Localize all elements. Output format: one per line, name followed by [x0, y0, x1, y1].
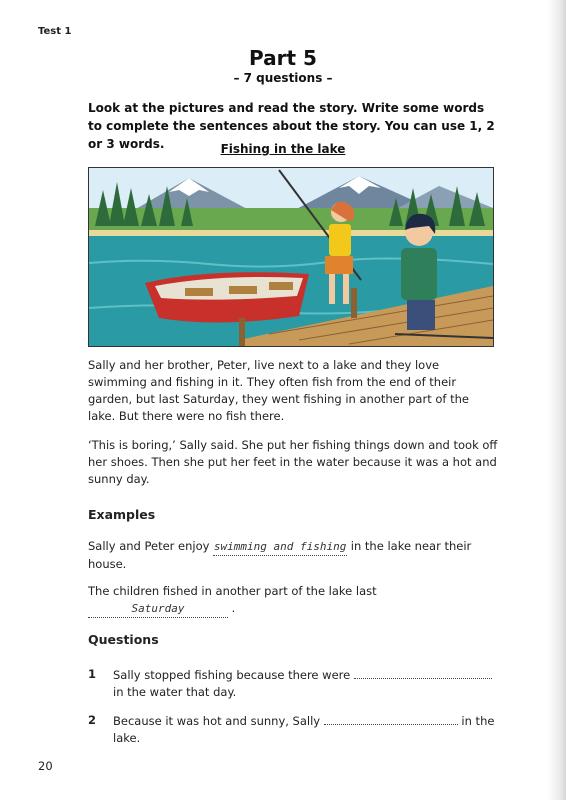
example-1-answer: swimming and fishing — [213, 538, 347, 556]
story-title: Fishing in the lake — [220, 142, 346, 156]
test-label: Test 1 — [38, 26, 72, 37]
page-edge-shadow — [548, 0, 566, 800]
example-1-text-before: Sally and Peter enjoy — [88, 539, 214, 553]
question-2-text-before: Because it was hot and sunny, Sally — [113, 714, 324, 728]
story-illustration — [88, 167, 494, 347]
question-1 — [88, 666, 498, 701]
part-subtitle: – 7 questions – — [233, 71, 333, 85]
part-title: Part 5 — [249, 46, 317, 70]
question-2 — [88, 712, 498, 747]
question-2-answer-blank[interactable] — [324, 712, 458, 725]
questions-heading: Questions — [88, 632, 159, 647]
example-2-answer: Saturday — [88, 600, 228, 618]
question-1-text-before: Sally stopped fishing because there were — [113, 668, 354, 682]
examples-heading: Examples — [88, 507, 156, 522]
example-2 — [88, 583, 498, 618]
instructions: Look at the pictures and read the story. Write some words to complete the sentences about the story. You can use 1, 2 or 3 words. — [88, 101, 495, 151]
question-number: 2 — [88, 713, 97, 727]
example-1-text-after: in the lake near their house. — [88, 539, 472, 571]
question-number: 1 — [88, 667, 97, 681]
question-1-text-after: in the water that day. — [113, 685, 237, 699]
fishing-scene-image — [89, 168, 493, 346]
story-paragraph-2: ‘This is boring,’ Sally said. She put her fishing things down and took off her shoes. Then she put her feet in the water because it was a hot and sunny day. — [88, 438, 498, 486]
example-1 — [88, 538, 498, 573]
page-number: 20 — [38, 759, 53, 773]
question-2-text-after: in the lake. — [113, 714, 495, 745]
story-paragraph-1: Sally and her brother, Peter, live next to a lake and they love swimming and fishing in it. They often fish from the end of their garden, but last Saturday, they went fishing in another part of the lake. But there were no fish there. — [88, 358, 469, 423]
example-2-text-after: . — [228, 601, 236, 615]
example-2-text-before: The children fished in another part of the lake last — [88, 584, 377, 598]
question-1-answer-blank[interactable] — [354, 666, 492, 679]
